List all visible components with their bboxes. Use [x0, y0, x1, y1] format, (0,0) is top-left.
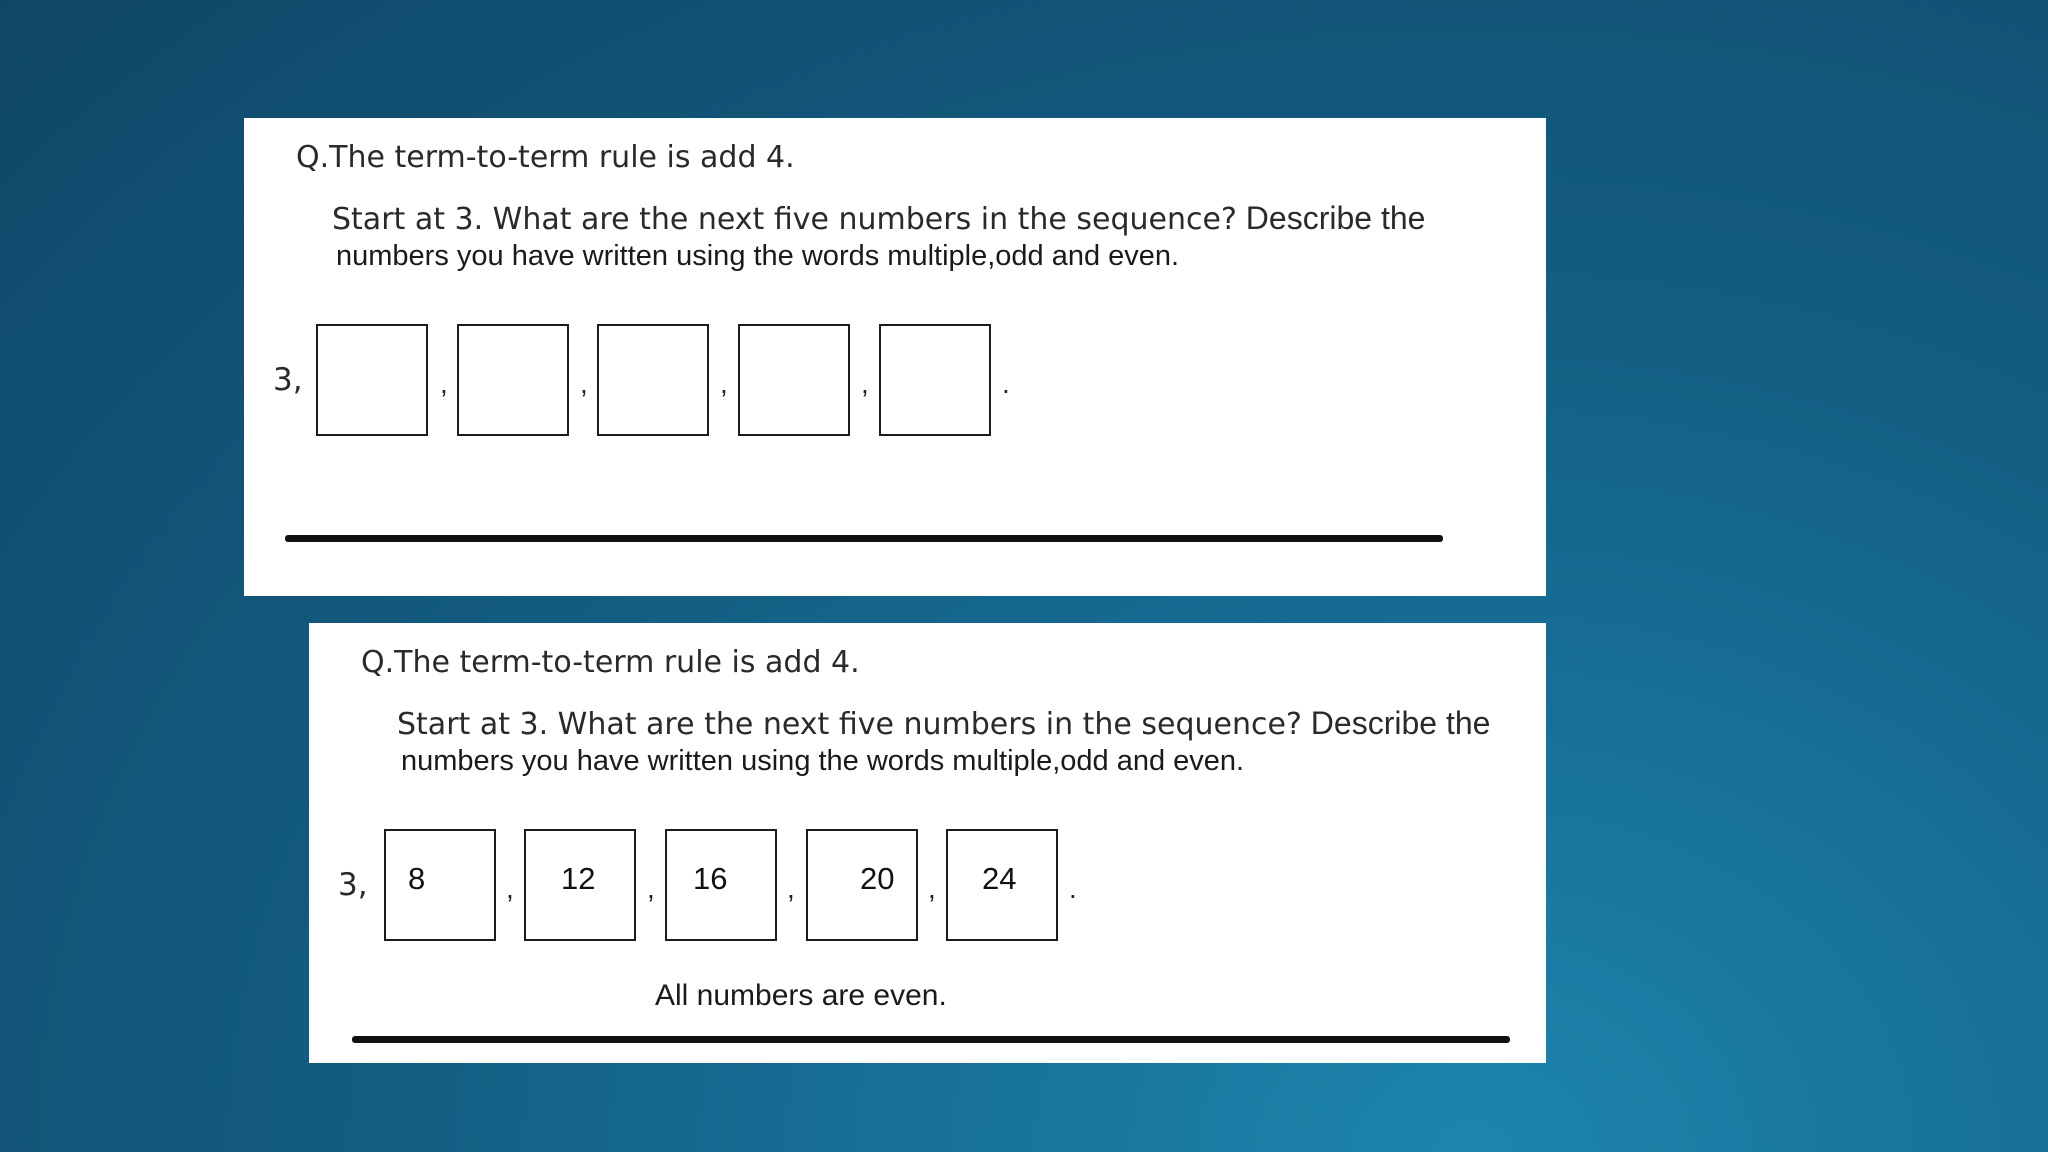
question-card — [244, 118, 1546, 596]
sequence-answer-box-3[interactable] — [597, 324, 709, 436]
sequence-answer-box-3[interactable]: 16 — [665, 829, 777, 941]
start-at-text: Start at 3. — [397, 707, 549, 742]
question-prompt-line2: numbers you have written using the words multiple,odd and even. — [401, 745, 1245, 777]
sequence-answer-box-2[interactable]: 12 — [524, 829, 636, 941]
answer-description: All numbers are even. — [655, 979, 947, 1012]
sequence-separator: , — [720, 368, 728, 399]
sequence-end-mark: . — [1002, 368, 1010, 399]
question-title: Q.The term-to-term rule is add 4. — [361, 645, 860, 680]
sequence-separator: , — [580, 368, 588, 399]
sequence-end-mark: . — [1069, 873, 1077, 904]
sequence-answer-box-4[interactable]: 20 — [806, 829, 918, 941]
sequence-answer-box-1[interactable]: 8 — [384, 829, 496, 941]
sequence-answer-box-5[interactable] — [879, 324, 991, 436]
answer-card — [309, 623, 1546, 1063]
sequence-answer-box-4[interactable] — [738, 324, 850, 436]
answer-line — [285, 535, 1443, 542]
sequence-answer-box-2[interactable] — [457, 324, 569, 436]
sequence-separator: , — [647, 873, 655, 904]
sequence-separator: , — [928, 873, 936, 904]
sequence-separator: , — [861, 368, 869, 399]
describe-text: Describe the — [1236, 200, 1426, 236]
question-title: Q.The term-to-term rule is add 4. — [296, 140, 795, 175]
sequence-start-value: 3, — [338, 867, 368, 903]
answer-line — [352, 1036, 1510, 1043]
describe-text: Describe the — [1301, 705, 1491, 741]
question-prompt-line1 — [397, 705, 1490, 742]
question-prompt-line2: numbers you have written using the words multiple,odd and even. — [336, 240, 1180, 272]
sequence-separator: , — [506, 873, 514, 904]
prompt-text: What are the next five numbers in the sequence? — [548, 707, 1302, 742]
sequence-separator: , — [440, 368, 448, 399]
sequence-start-value: 3, — [273, 362, 303, 398]
prompt-text: What are the next five numbers in the sequence? — [483, 202, 1237, 237]
start-at-text: Start at 3. — [332, 202, 484, 237]
question-prompt-line1 — [332, 200, 1425, 237]
sequence-answer-box-5[interactable]: 24 — [946, 829, 1058, 941]
sequence-answer-box-1[interactable] — [316, 324, 428, 436]
sequence-separator: , — [787, 873, 795, 904]
